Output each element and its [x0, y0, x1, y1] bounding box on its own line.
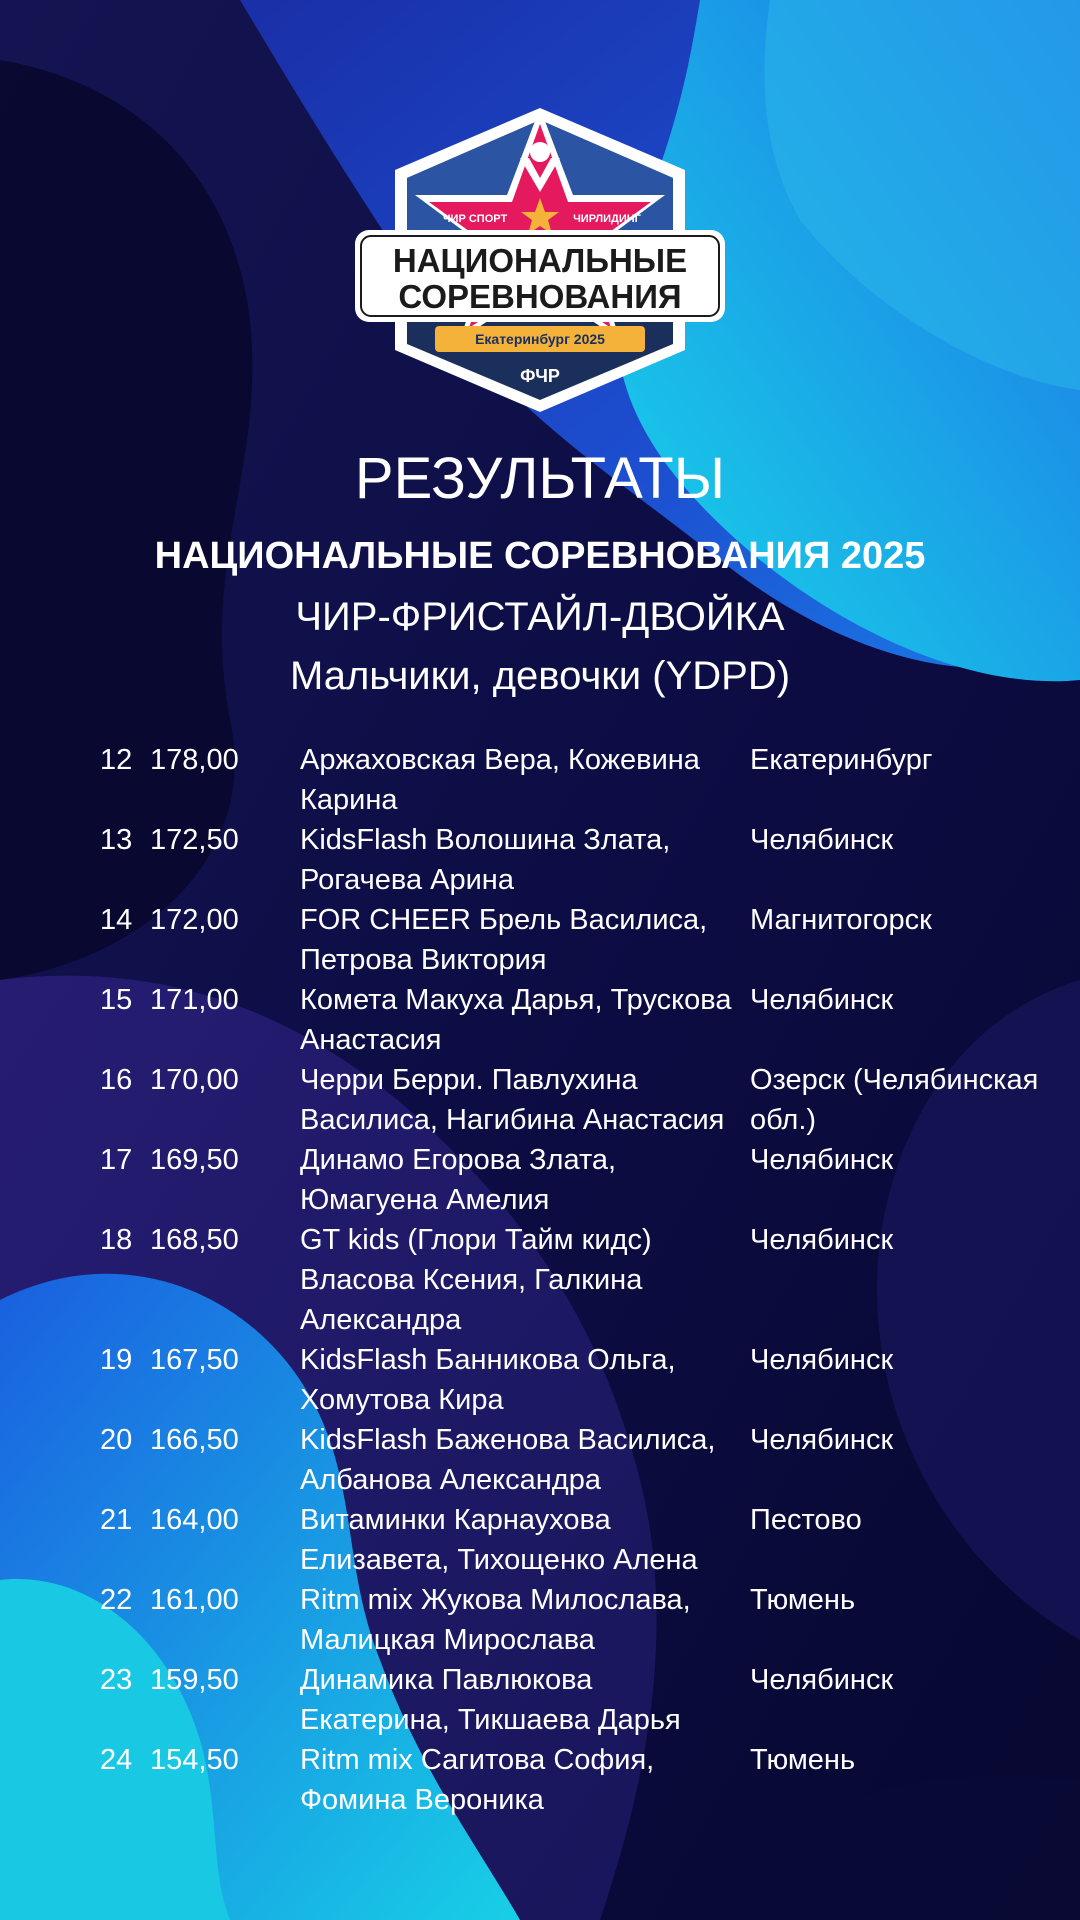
place-number: 12 [100, 744, 133, 776]
result-row [0, 1220, 1080, 1340]
result-row [0, 900, 1080, 980]
place-number: 19 [100, 1344, 133, 1376]
city-name: Екатеринбург [750, 744, 933, 776]
logo-location: Екатеринбург 2025 [475, 331, 605, 347]
team-name: Аржаховская Вера, Кожевина Карина [300, 744, 700, 816]
logo-federation: ФЧР [520, 366, 560, 386]
place-number: 15 [100, 984, 133, 1016]
team-name: Динамо Егорова Злата, Юмагуена Амелия [300, 1144, 617, 1216]
result-row [0, 1140, 1080, 1220]
city-name: Челябинск [750, 1664, 894, 1696]
team-name: Ritm mix Сагитова София, Фомина Вероника [300, 1744, 655, 1816]
result-row [0, 740, 1080, 820]
place-number: 22 [100, 1584, 133, 1616]
place-number: 13 [100, 824, 133, 856]
score-value: 172,00 [150, 904, 239, 936]
result-row [0, 980, 1080, 1060]
discipline-title: ЧИР-ФРИСТАЙЛ-ДВОЙКА [295, 595, 785, 639]
result-row [0, 1740, 1080, 1820]
city-name: Пестово [750, 1504, 862, 1536]
page-title: РЕЗУЛЬТАТЫ [354, 446, 726, 511]
place-number: 21 [100, 1504, 133, 1536]
place-number: 17 [100, 1144, 133, 1176]
team-name: KidsFlash Банникова Ольга, Хомутова Кира [300, 1344, 676, 1416]
team-name: Комета Макуха Дарья, Трускова Анастасия [300, 984, 732, 1056]
place-number: 16 [100, 1064, 133, 1096]
score-value: 161,00 [150, 1584, 239, 1616]
score-value: 166,50 [150, 1424, 239, 1456]
score-value: 169,50 [150, 1144, 239, 1176]
team-name: Черри Берри. Павлухина Василиса, Нагибина Анастасия [300, 1064, 725, 1136]
city-name: Озерск (Челябинская обл.) [750, 1064, 1039, 1136]
city-name: Челябинск [750, 1144, 894, 1176]
score-value: 171,00 [150, 984, 239, 1016]
category-title: Мальчики, девочки (YDPD) [289, 654, 791, 698]
city-name: Челябинск [750, 1344, 894, 1376]
result-row [0, 1340, 1080, 1420]
logo-title-line1: НАЦИОНАЛЬНЫЕ [392, 242, 688, 279]
place-number: 24 [100, 1744, 133, 1776]
result-row [0, 1660, 1080, 1740]
score-value: 178,00 [150, 744, 239, 776]
score-value: 167,50 [150, 1344, 239, 1376]
city-name: Челябинск [750, 984, 894, 1016]
team-name: Витаминки Карнаухова Елизавета, Тихощенко Алена [300, 1504, 698, 1576]
team-name: Динамика Павлюкова Екатерина, Тикшаева Дарья [300, 1664, 681, 1736]
results-list [0, 740, 1080, 1820]
city-name: Челябинск [750, 824, 894, 856]
result-row [0, 1060, 1080, 1140]
result-row [0, 1420, 1080, 1500]
place-number: 18 [100, 1224, 133, 1256]
place-number: 14 [100, 904, 133, 936]
logo-title-line2: СОРЕВНОВАНИЯ [398, 278, 682, 315]
team-name: KidsFlash Баженова Василиса, Албанова Александра [300, 1424, 716, 1496]
score-value: 172,50 [150, 824, 239, 856]
result-row [0, 820, 1080, 900]
team-name: Ritm mix Жукова Милослава, Малицкая Мирослава [300, 1584, 691, 1656]
team-name: GT kids (Глори Тайм кидс) Власова Ксения, Галкина Александра [300, 1224, 652, 1336]
result-row [0, 1580, 1080, 1660]
place-number: 20 [100, 1424, 133, 1456]
city-name: Магнитогорск [750, 904, 932, 936]
event-logo [355, 100, 725, 420]
logo-tagline-left: ЧИР СПОРТ [442, 213, 508, 225]
city-name: Челябинск [750, 1424, 894, 1456]
score-value: 159,50 [150, 1664, 239, 1696]
result-row [0, 1500, 1080, 1580]
city-name: Тюмень [750, 1744, 856, 1776]
event-title: НАЦИОНАЛЬНЫЕ СОРЕВНОВАНИЯ 2025 [154, 535, 926, 577]
score-value: 170,00 [150, 1064, 239, 1096]
city-name: Тюмень [750, 1584, 856, 1616]
team-name: FOR CHEER Брель Василиса, Петрова Виктория [300, 904, 708, 976]
score-value: 168,50 [150, 1224, 239, 1256]
logo-tagline-right: ЧИРЛИДИНГ [573, 213, 641, 225]
city-name: Челябинск [750, 1224, 894, 1256]
score-value: 154,50 [150, 1744, 239, 1776]
team-name: KidsFlash Волошина Злата, Рогачева Арина [300, 824, 671, 896]
score-value: 164,00 [150, 1504, 239, 1536]
place-number: 23 [100, 1664, 133, 1696]
